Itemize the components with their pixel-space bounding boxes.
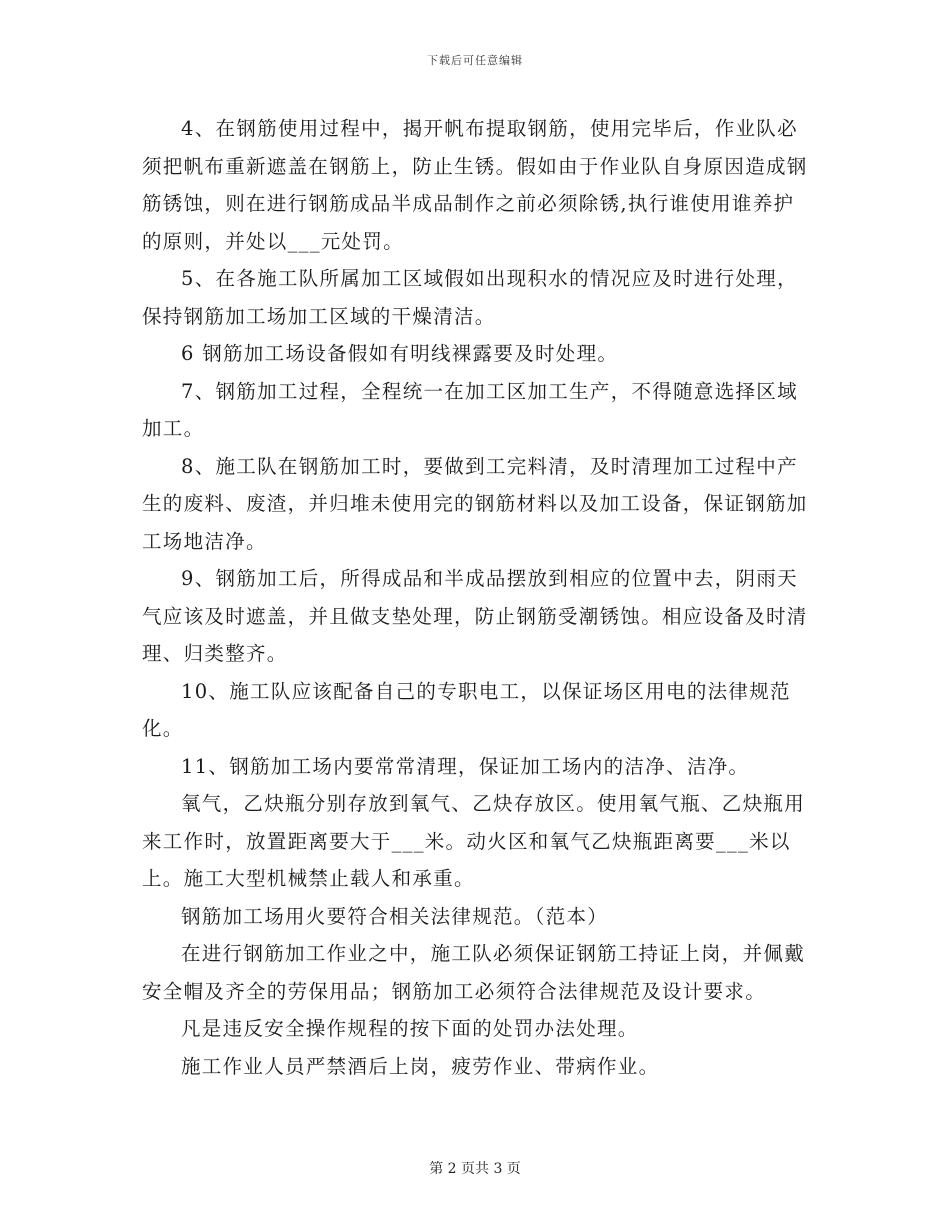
paragraph-4: 4、在钢筋使用过程中，揭开帆布提取钢筋，使用完毕后，作业队必须把帆布重新遮盖在钢筋上，防止生锈。假如由于作业队自身原因造成钢筋锈蚀，则在进行钢筋成品半成品制作之前必须除锈,执行谁使用谁养护的原则，并处以___元处罚。 xyxy=(142,117,808,253)
paragraph-oxygen-acetylene: 氧气，乙炔瓶分别存放到氧气、乙炔存放区。使用氧气瓶、乙炔瓶用来工作时，放置距离要大于___米。动火区和氧气乙炔瓶距离要___米以上。施工大型机械禁止载人和承重。 xyxy=(142,792,806,890)
paragraph-penalty: 凡是违反安全操作规程的按下面的处罚办法处理。 xyxy=(181,1017,639,1040)
paragraph-no-drinking: 施工作业人员严禁酒后上岗，疲劳作业、带病作业。 xyxy=(181,1054,660,1078)
paragraph-certification: 在进行钢筋加工作业之中，施工队必须保证钢筋工持证上岗，并佩戴安全帽及齐全的劳保用品；钢筋加工必须符合法律规范及设计要求。 xyxy=(142,942,806,1003)
page-header: 下载后可任意编辑 xyxy=(427,54,523,67)
paragraph-11: 11、钢筋加工场内要常常清理，保证加工场内的洁净、洁净。 xyxy=(181,754,750,778)
paragraph-10: 10、施工队应该配备自己的专职电工，以保证场区用电的法律规范化。 xyxy=(142,679,791,740)
page-footer: 第 2 页共 3 页 xyxy=(429,1161,521,1177)
paragraph-5: 5、在各施工队所属加工区域假如出现积水的情况应及时进行处理，保持钢筋加工场加工区域的干燥清洁。 xyxy=(142,267,798,328)
paragraph-fire-use: 钢筋加工场用火要符合相关法律规范。（范本） xyxy=(181,904,609,928)
document-body xyxy=(142,110,812,1085)
paragraph-6: 6 钢筋加工场设备假如有明线裸露要及时处理。 xyxy=(181,342,619,365)
paragraph-9: 9、钢筋加工后，所得成品和半成品摆放到相应的位置中去，阴雨天气应该及时遮盖，并且做支垫处理，防止钢筋受潮锈蚀。相应设备及时清理、归类整齐。 xyxy=(142,567,808,665)
paragraph-7: 7、钢筋加工过程，全程统一在加工区加工生产，不得随意选择区域加工。 xyxy=(142,379,798,440)
paragraph-8: 8、施工队在钢筋加工时，要做到工完料清，及时清理加工过程中产生的废料、废渣，并归堆未使用完的钢筋材料以及加工设备，保证钢筋加工场地洁净。 xyxy=(142,454,808,553)
